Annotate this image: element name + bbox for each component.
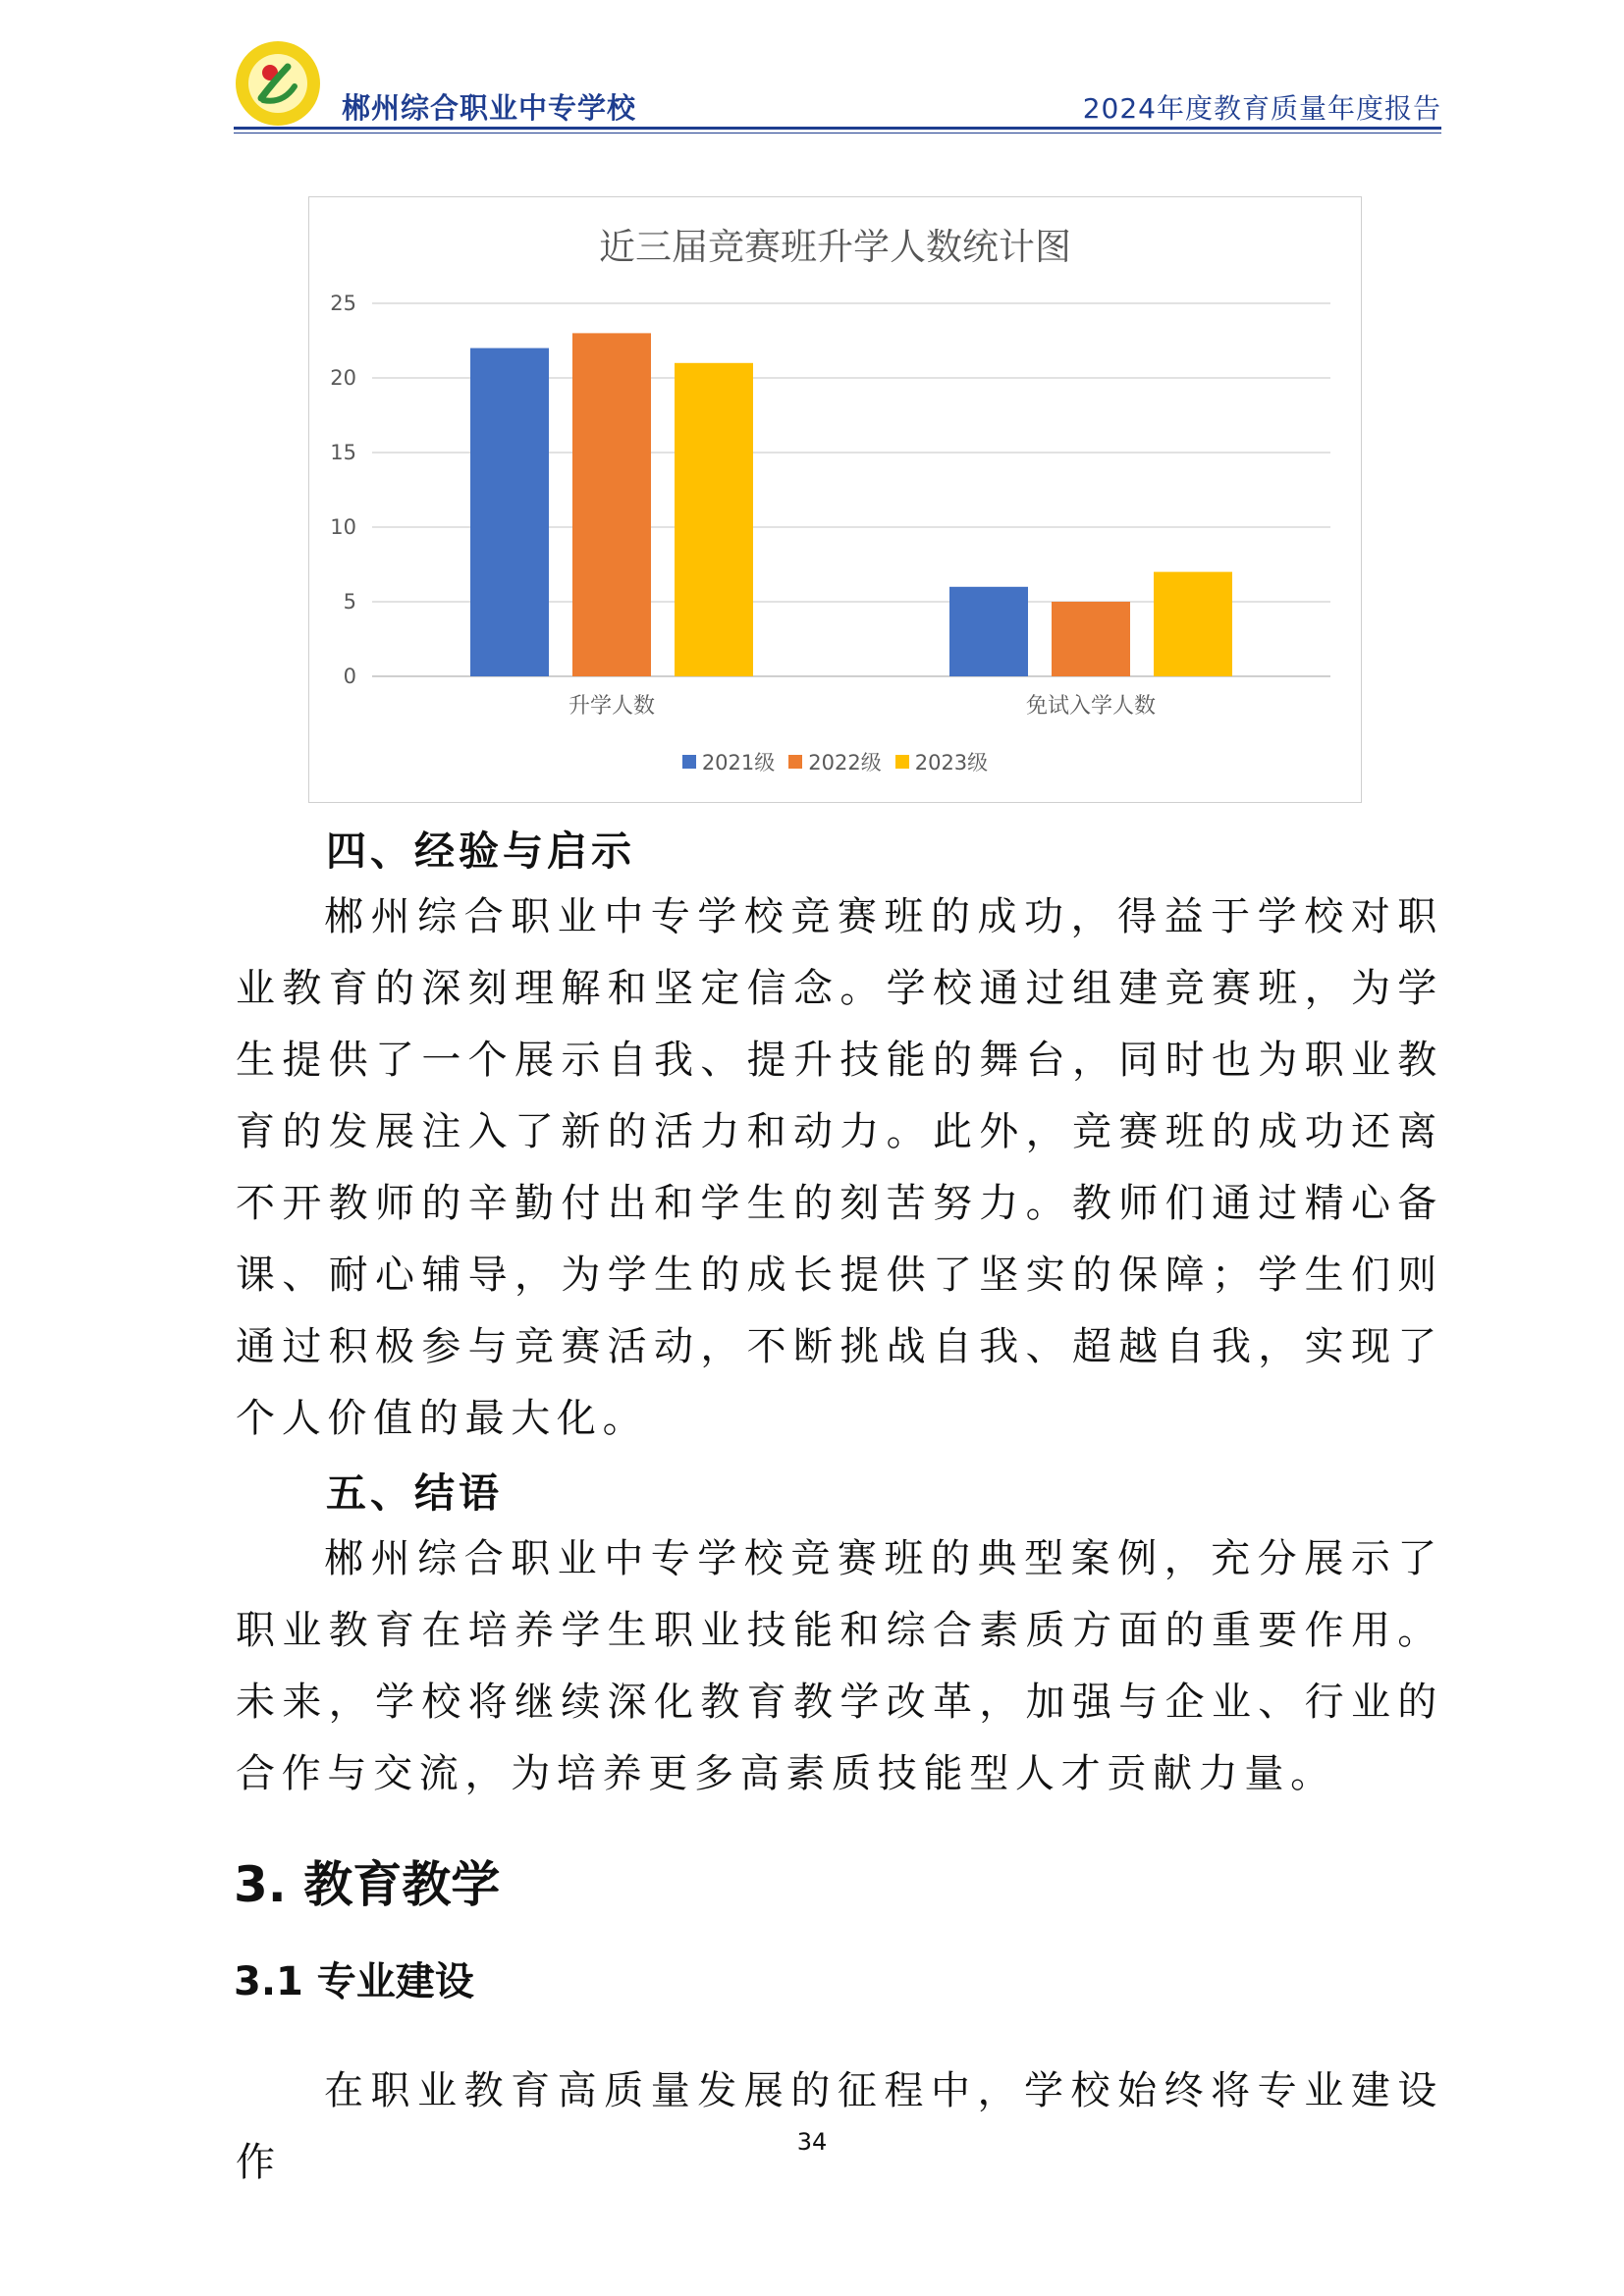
bar-chart — [308, 196, 1362, 803]
legend-label: 2021级 — [701, 751, 776, 774]
section-heading-conclusion: 五、结语 — [326, 1469, 503, 1517]
page-header — [234, 31, 1441, 135]
bar-2022级-0 — [572, 333, 651, 676]
bar-2022级-1 — [1052, 602, 1130, 676]
section-heading-experience: 四、经验与启示 — [326, 828, 635, 875]
y-tick-label: 20 — [330, 366, 356, 390]
y-tick-label: 0 — [343, 665, 356, 688]
report-title: 2024年度教育质量年度报告 — [1082, 92, 1441, 125]
heading-major-construction: 3.1 专业建设 — [234, 1959, 474, 2004]
legend-label: 2022级 — [808, 751, 882, 774]
legend-swatch — [895, 755, 909, 769]
school-logo — [234, 39, 322, 128]
paragraph-conclusion: 郴州综合职业中专学校竞赛班的典型案例，充分展示了职业教育在培养学生职业技能和综合素质方面的重要作用。未来，学校将继续深化教育教学改革，加强与企业、行业的合作与交流，为培养更多高素质技能型人才贡献力量。 — [236, 1536, 1443, 1796]
x-category-label: 升学人数 — [568, 694, 656, 719]
bar-2023级-1 — [1154, 572, 1232, 676]
legend-swatch — [788, 755, 802, 769]
paragraph-major-intro: 在职业教育高质量发展的征程中，学校始终将专业建设作 — [236, 2068, 1443, 2185]
legend-item — [682, 747, 775, 776]
legend-item — [895, 747, 988, 776]
page-number: 34 — [796, 2128, 828, 2156]
y-tick-label: 15 — [330, 441, 356, 464]
legend-item — [788, 747, 881, 776]
bar-2023级-0 — [675, 363, 753, 676]
bar-2021级-1 — [949, 587, 1028, 676]
y-tick-label: 5 — [343, 590, 356, 614]
x-category-label: 免试入学人数 — [1025, 694, 1157, 719]
y-tick-label: 10 — [330, 515, 356, 539]
header-rule-thick — [234, 127, 1441, 130]
paragraph-experience: 郴州综合职业中专学校竞赛班的成功，得益于学校对职业教育的深刻理解和坚定信念。学校通过组建竞赛班，为学生提供了一个展示自我、提升技能的舞台，同时也为职业教育的发展注入了新的活力和动力。此外，竞赛班的成功还离不开教师的辛勤付出和学生的刻苦努力。教师们通过精心备课、耐心辅导，为学生的成长提供了坚实的保障；学生们则通过积极参与竞赛活动，不断挑战自我、超越自我，实现了个人价值的最大化。 — [236, 894, 1443, 1441]
chart-title: 近三届竞赛班升学人数统计图 — [599, 226, 1071, 268]
chart-plot — [309, 197, 1363, 804]
y-tick-label: 25 — [330, 292, 356, 315]
chart-legend — [309, 747, 1361, 776]
school-name: 郴州综合职业中专学校 — [342, 91, 637, 125]
legend-label: 2023级 — [914, 751, 989, 774]
legend-swatch — [682, 755, 696, 769]
bar-2021级-0 — [470, 348, 549, 676]
heading-education-teaching: 3. 教育教学 — [234, 1856, 501, 1913]
